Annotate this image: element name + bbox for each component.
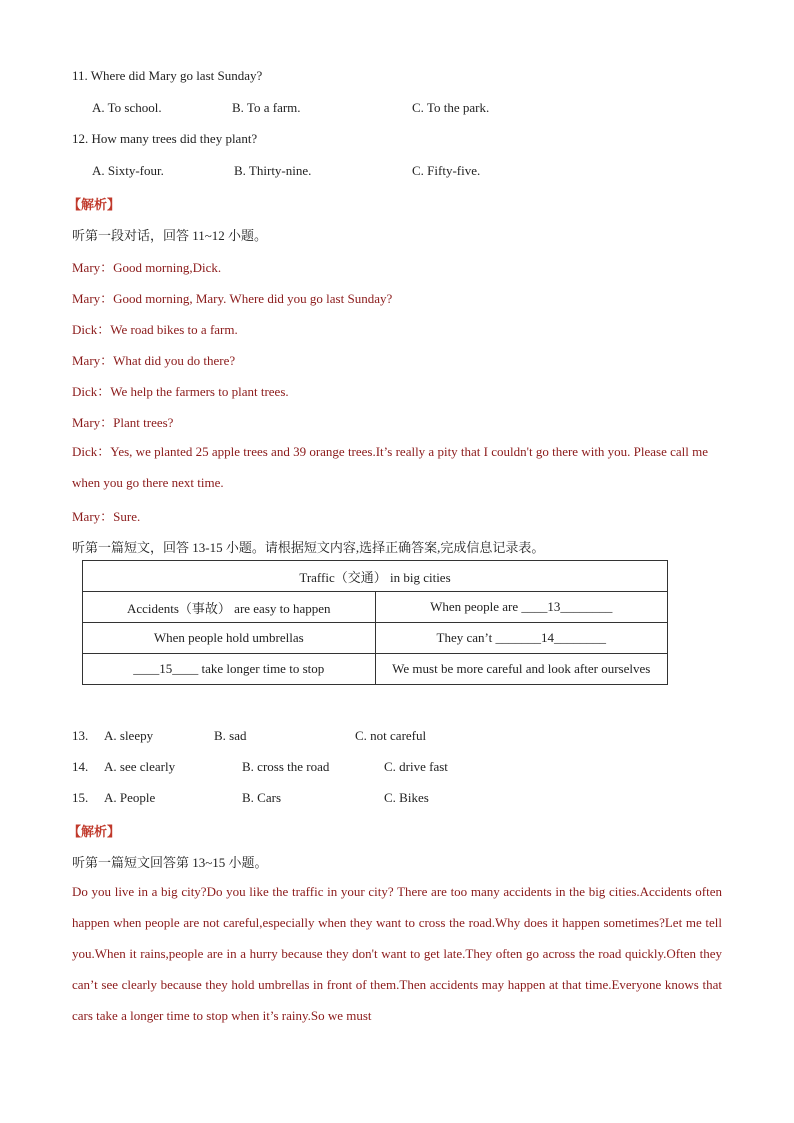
table-cell: We must be more careful and look after ourselves bbox=[375, 654, 668, 685]
dialogue-line-1: Mary：Good morning,Dick. bbox=[72, 260, 222, 275]
q15-option-b: B. Cars bbox=[242, 790, 281, 805]
question-11: 11. Where did Mary go last Sunday? bbox=[72, 68, 263, 83]
analysis-intro-1: 听第一段对话，回答 11~12 小题。 bbox=[72, 228, 268, 243]
table-cell: When people are ____13________ bbox=[375, 592, 668, 623]
table-row bbox=[83, 592, 668, 623]
q13-option-a: A. sleepy bbox=[104, 728, 154, 743]
analysis-tag-2: 【解析】 bbox=[68, 824, 121, 839]
table-cell: ____15____ take longer time to stop bbox=[83, 654, 376, 685]
passage-text: Do you live in a big city?Do you like the traffic in your city? There are too many accidents in the big cities.Accidents often happen when people are not careful,especially when they want to cross the road.Why does it happen sometimes?Let me tell you.When it rains,people are in a hurry because they don't want to get late.They often go across the road quickly.Often they can’t see clearly because they hold umbrellas in front of them.Then accidents may happen at that time.Everyone knows that cars take a longer time to stop when it’s rainy.So we must bbox=[72, 884, 722, 1023]
q14-option-a: A. see clearly bbox=[104, 759, 176, 774]
table-row bbox=[83, 654, 668, 685]
passage-intro: 听第一篇短文，回答 13-15 小题。请根据短文内容,选择正确答案,完成信息记录表。 bbox=[72, 540, 545, 555]
analysis-intro-2: 听第一篇短文回答第 13~15 小题。 bbox=[72, 855, 268, 870]
table-row bbox=[83, 623, 668, 654]
q15-option-c: C. Bikes bbox=[384, 790, 429, 805]
dialogue-line-4: Mary：What did you do there? bbox=[72, 353, 236, 368]
dialogue-line-5: Dick：We help the farmers to plant trees. bbox=[72, 384, 289, 399]
table-title: Traffic（交通） in big cities bbox=[83, 561, 668, 592]
dialogue-line-6: Mary：Plant trees? bbox=[72, 415, 174, 430]
q13-number: 13. bbox=[72, 728, 89, 743]
q11-option-c: C. To the park. bbox=[412, 100, 490, 115]
analysis-tag-1: 【解析】 bbox=[68, 197, 121, 212]
table-cell: When people hold umbrellas bbox=[83, 623, 376, 654]
info-table bbox=[82, 560, 668, 685]
table-title-row bbox=[83, 561, 668, 592]
table-cell: They can’t _______14________ bbox=[375, 623, 668, 654]
q12-option-b: B. Thirty-nine. bbox=[234, 163, 312, 178]
dialogue-line-7: Dick：Yes, we planted 25 apple trees and 39 orange trees.It’s really a pity that I couldn't go there with you. Please call me when you go there next time. bbox=[72, 444, 709, 490]
q15-number: 15. bbox=[72, 790, 89, 805]
q15-option-a: A. People bbox=[104, 790, 156, 805]
q12-option-a: A. Sixty-four. bbox=[92, 163, 164, 178]
dialogue-line-2: Mary：Good morning, Mary. Where did you go last Sunday? bbox=[72, 291, 393, 306]
question-12: 12. How many trees did they plant? bbox=[72, 131, 258, 146]
q13-option-b: B. sad bbox=[214, 728, 247, 743]
q13-option-c: C. not careful bbox=[355, 728, 427, 743]
dialogue-line-3: Dick：We road bikes to a farm. bbox=[72, 322, 238, 337]
q14-option-b: B. cross the road bbox=[242, 759, 330, 774]
q11-option-b: B. To a farm. bbox=[232, 100, 301, 115]
dialogue-line-8: Mary：Sure. bbox=[72, 509, 141, 524]
q11-option-a: A. To school. bbox=[92, 100, 162, 115]
q14-option-c: C. drive fast bbox=[384, 759, 448, 774]
q14-number: 14. bbox=[72, 759, 89, 774]
table-cell: Accidents（事故） are easy to happen bbox=[83, 592, 376, 623]
q12-option-c: C. Fifty-five. bbox=[412, 163, 481, 178]
